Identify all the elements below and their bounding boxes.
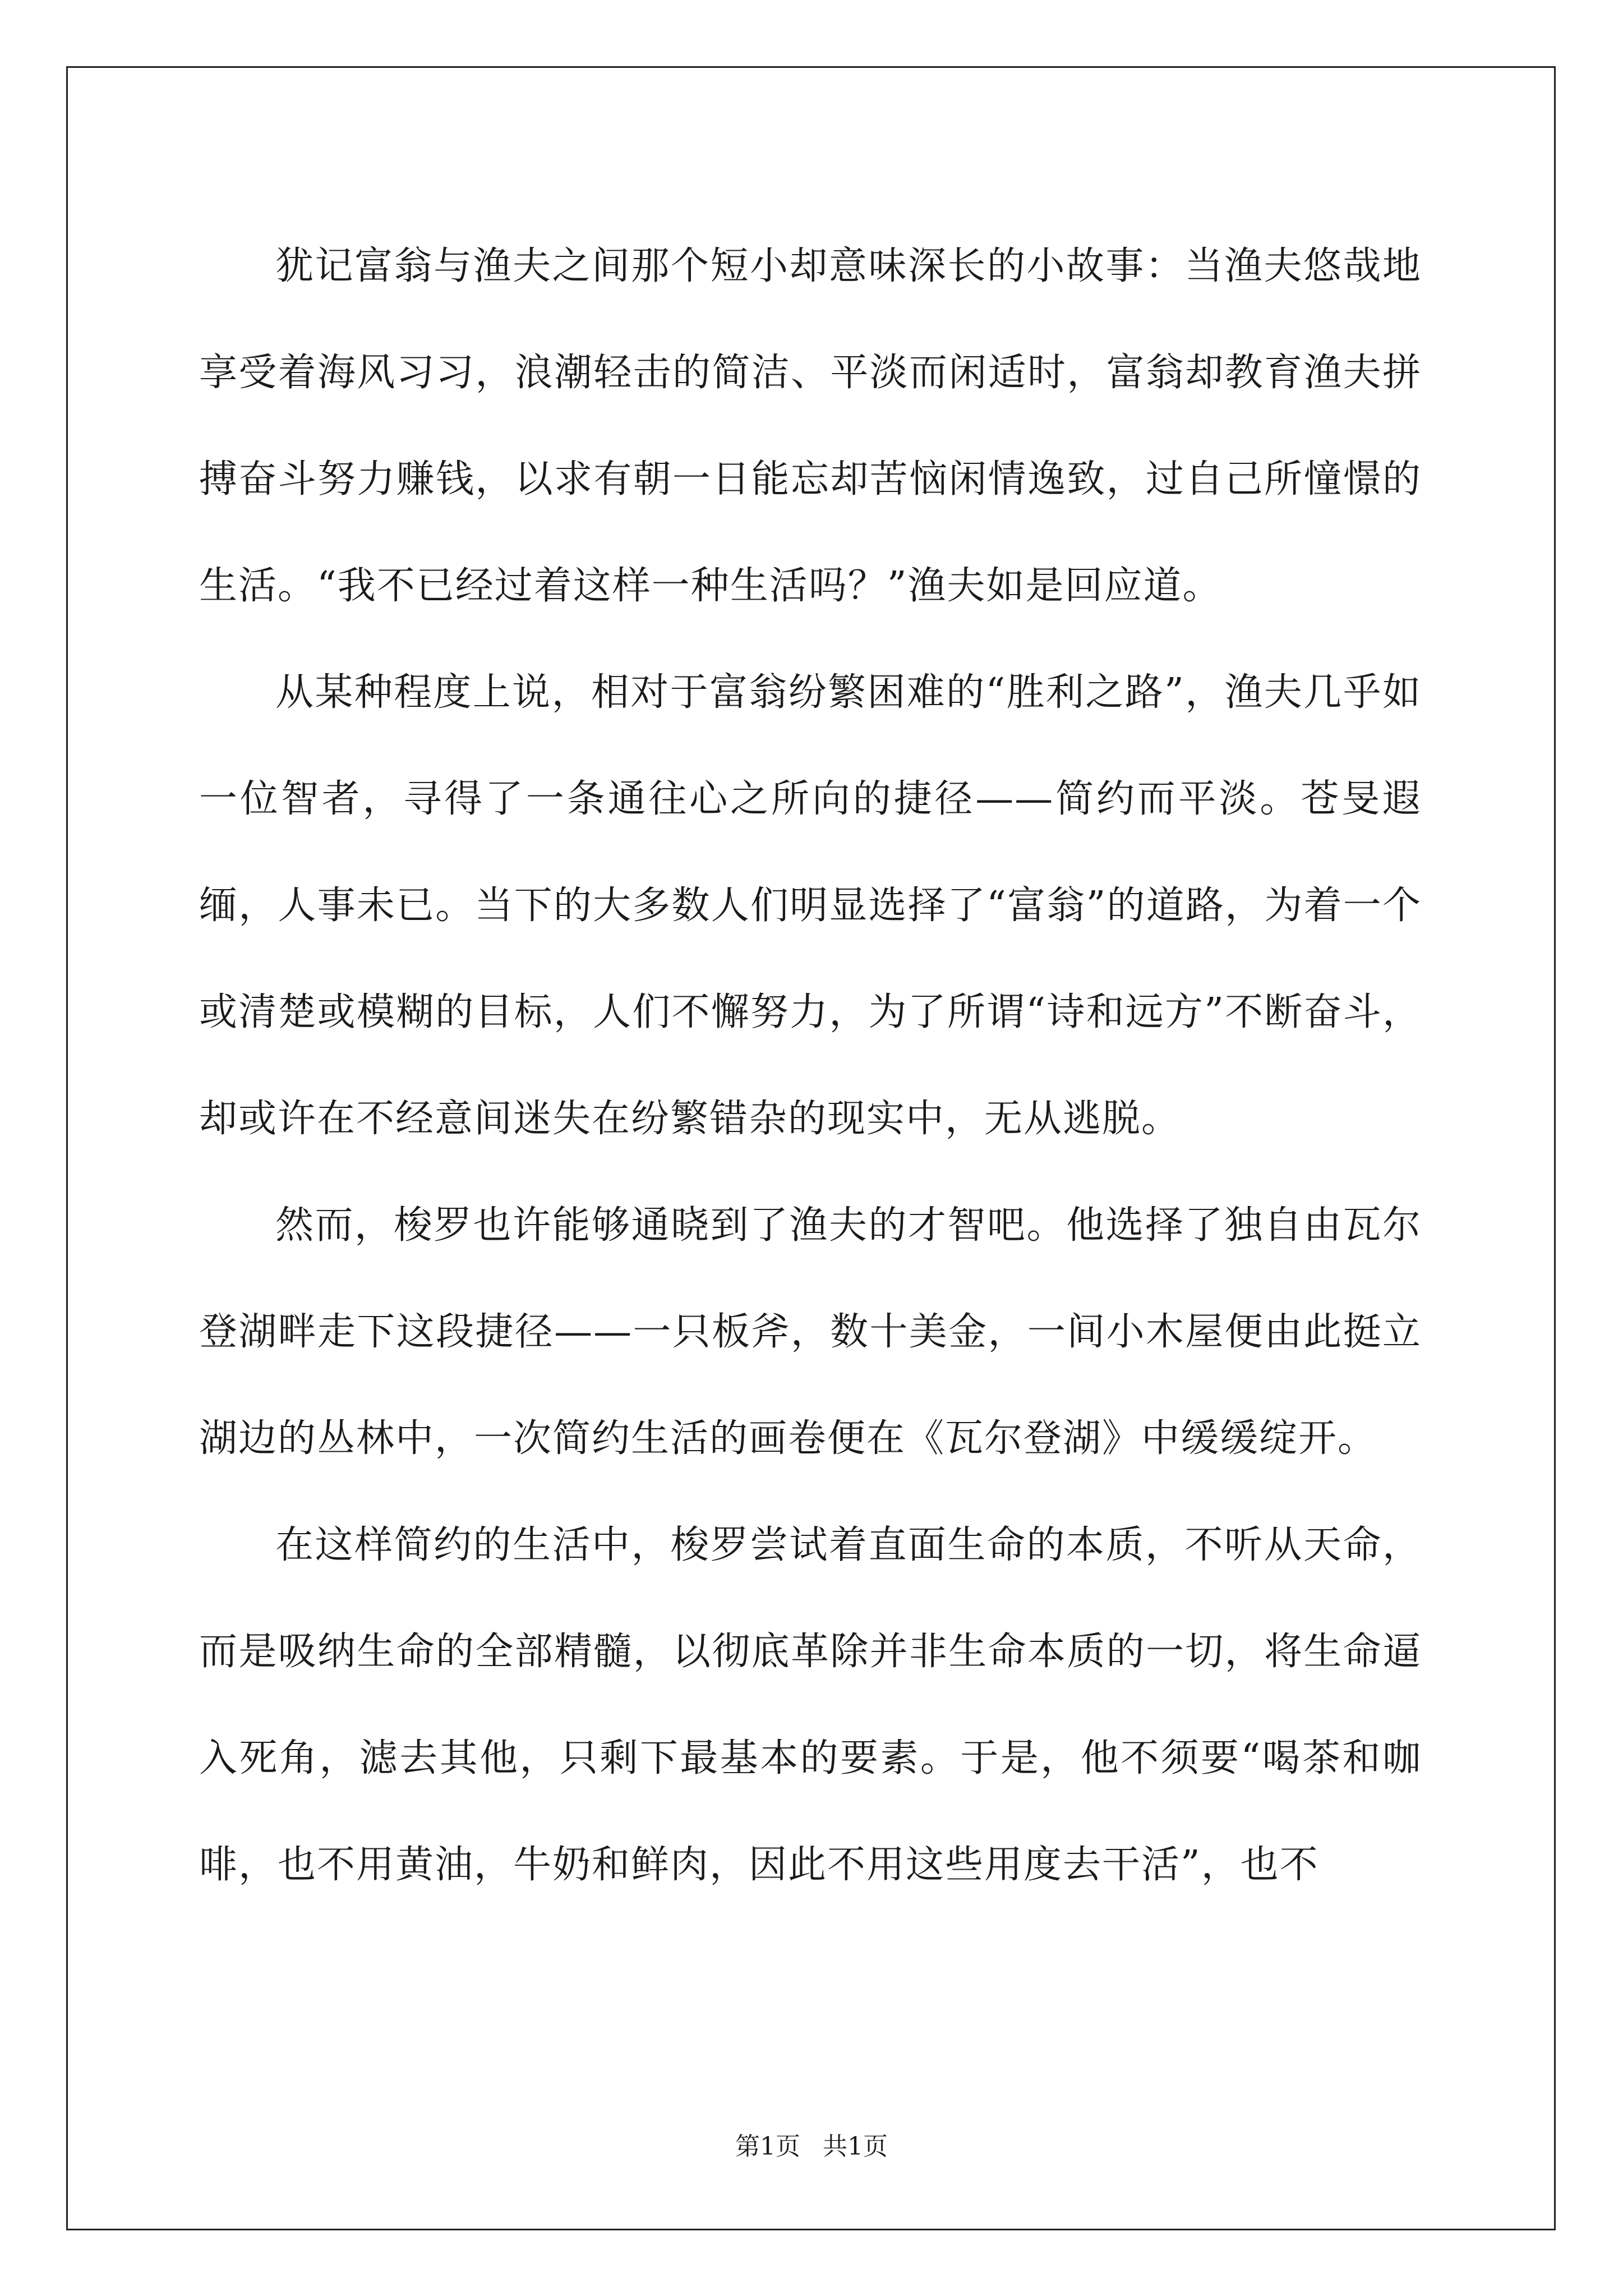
document-body <box>199 213 1422 1918</box>
page-number: 第1页 <box>735 2132 800 2161</box>
page-total: 共1页 <box>823 2132 888 2161</box>
paragraph-3: 然而，梭罗也许能够通晓到了渔夫的才智吧。他选择了独自由瓦尔登湖畔走下这段捷径——一只板斧，数十美金，一间小木屋便由此挺立湖边的丛林中，一次简约生活的画卷便在《瓦尔登湖》中缓缓绽开。 <box>199 1203 1422 1461</box>
paragraph-1: 犹记富翁与渔夫之间那个短小却意味深长的小故事：当渔夫悠哉地享受着海风习习，浪潮轻击的简洁、平淡而闲适时，富翁却教育渔夫拼搏奋斗努力赚钱，以求有朝一日能忘却苦恼闲情逸致，过自己所憧憬的生活。“我不已经过着这样一种生活吗？”渔夫如是回应道。 <box>199 244 1422 608</box>
paragraph-2: 从某种程度上说，相对于富翁纷繁困难的“胜利之路”，渔夫几乎如一位智者，寻得了一条通往心之所向的捷径——简约而平淡。苍旻遐缅，人事未已。当下的大多数人们明显选择了“富翁”的道路，为着一个或清楚或模糊的目标，人们不懈努力，为了所谓“诗和远方”不断奋斗，却或许在不经意间迷失在纷繁错杂的现实中，无从逃脱。 <box>199 670 1422 1141</box>
paragraph-4: 在这样简约的生活中，梭罗尝试着直面生命的本质，不听从天命，而是吸纳生命的全部精髓，以彻底革除并非生命本质的一切，将生命逼入死角，滤去其他，只剩下最基本的要素。于是，他不须要“喝茶和咖啡，也不用黄油，牛奶和鲜肉，因此不用这些用度去干活”，也不 <box>199 1523 1422 1887</box>
page-footer <box>0 2126 1623 2162</box>
